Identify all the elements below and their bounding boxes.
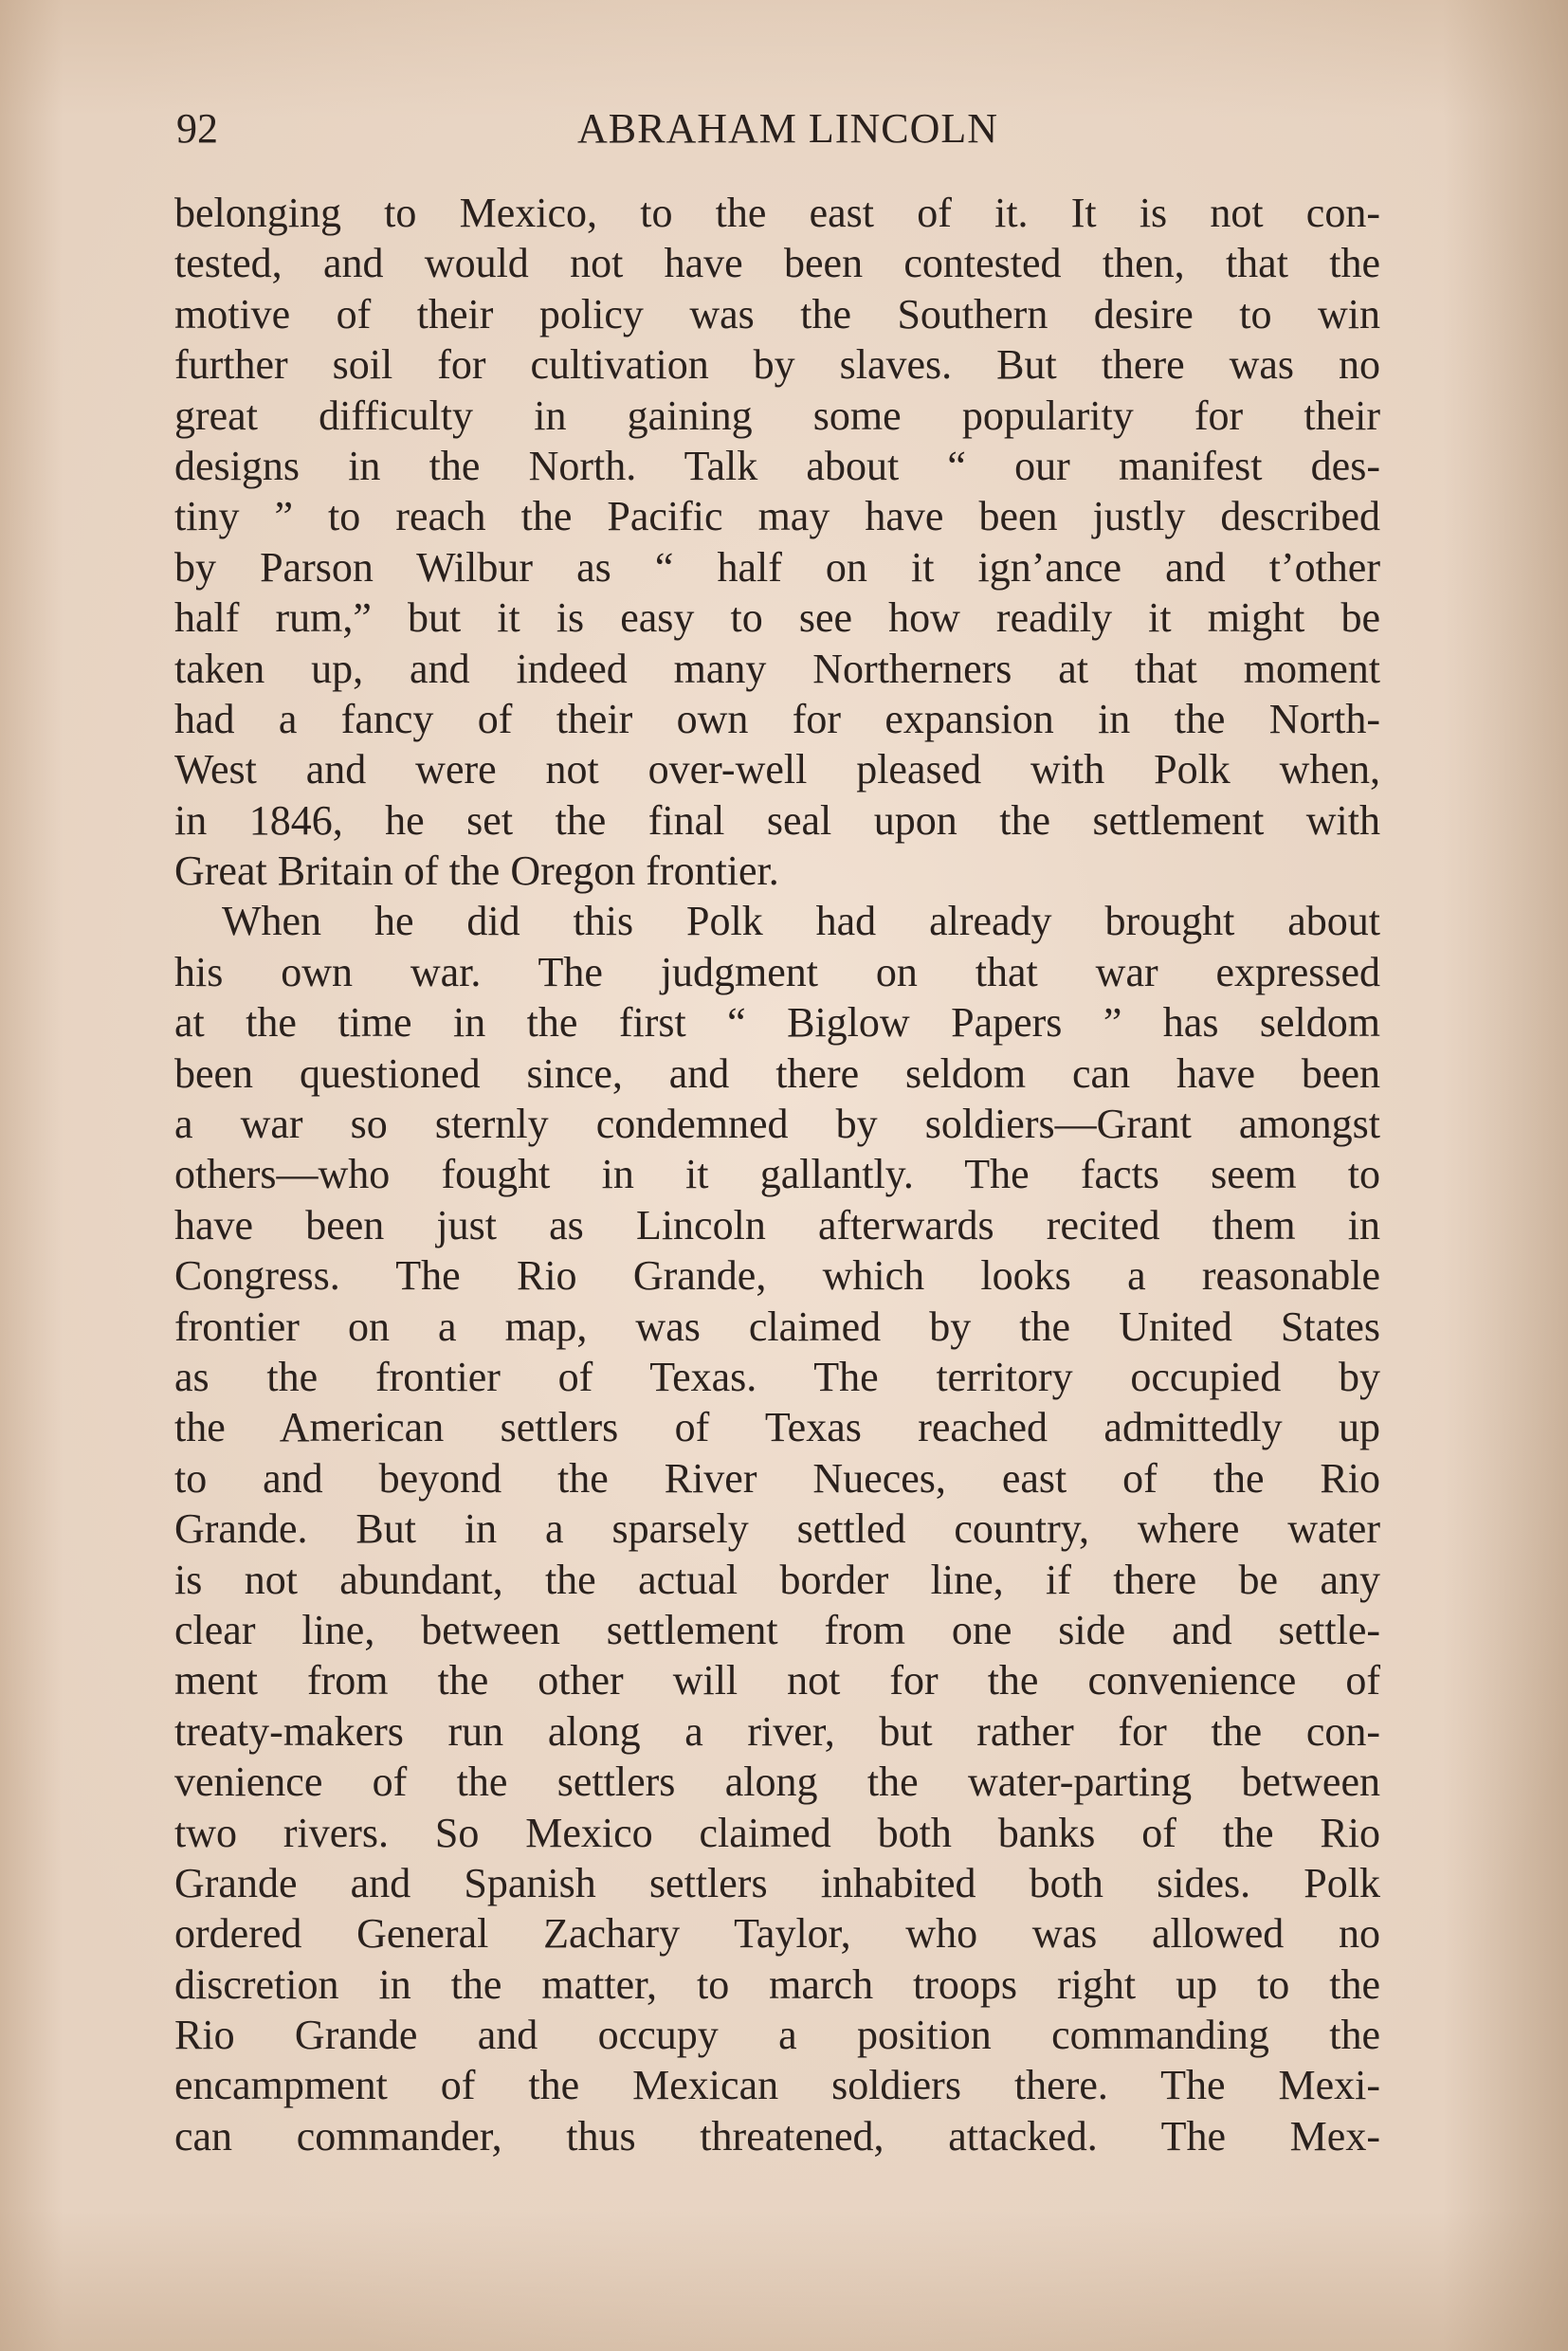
text-line: frontier on a map, was claimed by the United States [174,1303,1380,1350]
running-head [176,100,1380,157]
text-line: When he did this Polk had already brought about [222,898,1380,945]
text-line: Grande and Spanish settlers inhabited both sides. Polk [174,1859,1380,1906]
text-line: West and were not over-well pleased with Polk when, [174,746,1380,793]
text-line: can commander, thus threatened, attacked. The Mex- [174,2112,1380,2160]
text-line: tested, and would not have been contested then, that the [174,240,1380,287]
running-title: ABRAHAM LINCOLN [577,105,998,152]
text-line: is not abundant, the actual border line, if there be any [174,1556,1380,1603]
text-line: others—who fought in it gallantly. The facts seem to [174,1151,1380,1198]
text-line: the American settlers of Texas reached admittedly up [174,1404,1380,1451]
text-line: by Parson Wilbur as “ half on it ign’ance and t’other [174,543,1380,591]
text-line: belonging to Mexico, to the east of it. It is not con- [174,190,1380,236]
text-line: venience of the settlers along the water-parting between [174,1759,1380,1806]
text-line: Grande. But in a sparsely settled country, where water [174,1505,1380,1553]
paragraph-2 [174,896,1380,2161]
text-line: ordered General Zachary Taylor, who was allowed no [174,1910,1380,1958]
page-number: 92 [176,105,218,152]
text-line: have been just as Lincoln afterwards recited them in [174,1201,1380,1248]
text-line: encampment of the Mexican soldiers there. The Mexi- [174,2062,1380,2109]
text-line: at the time in the first “ Biglow Papers ” has seldom [174,999,1380,1047]
paragraph-1 [174,188,1380,896]
text-line: Great Britain of the Oregon frontier. [174,847,779,895]
text-line: to and beyond the River Nueces, east of the Rio [174,1454,1380,1502]
text-line: great difficulty in gaining some popularity for their [174,392,1380,439]
text-line: Rio Grande and occupy a position commanding the [174,2012,1380,2059]
text-line: in 1846, he set the final seal upon the settlement with [174,796,1380,844]
text-line: his own war. The judgment on that war expressed [174,948,1380,995]
text-line: Congress. The Rio Grande, which looks a reasonable [174,1252,1380,1300]
text-line: treaty-makers run along a river, but rather for the con- [174,1707,1380,1755]
text-line: been questioned since, and there seldom can have been [174,1049,1380,1097]
text-line: discretion in the matter, to march troops right up to the [174,1960,1380,2008]
text-line: taken up, and indeed many Northerners at that moment [174,645,1380,692]
text-line: as the frontier of Texas. The territory occupied by [174,1353,1380,1400]
text-line: had a fancy of their own for expansion in the North- [174,695,1380,742]
text-line: a war so sternly condemned by soldiers—Grant amongst [174,1101,1380,1148]
text-line: designs in the North. Talk about “ our manifest des- [174,442,1380,489]
text-line: tiny ” to reach the Pacific may have been justly described [174,493,1380,540]
text-line: motive of their policy was the Southern desire to win [174,290,1380,337]
text-line: ment from the other will not for the convenience of [174,1657,1380,1704]
text-line: two rivers. So Mexico claimed both banks of the Rio [174,1809,1380,1856]
text-line: further soil for cultivation by slaves. But there was no [174,341,1380,389]
body-text [174,188,1380,2161]
text-line: clear line, between settlement from one side and settle- [174,1606,1380,1653]
text-line: half rum,” but it is easy to see how readily it might be [174,594,1380,642]
